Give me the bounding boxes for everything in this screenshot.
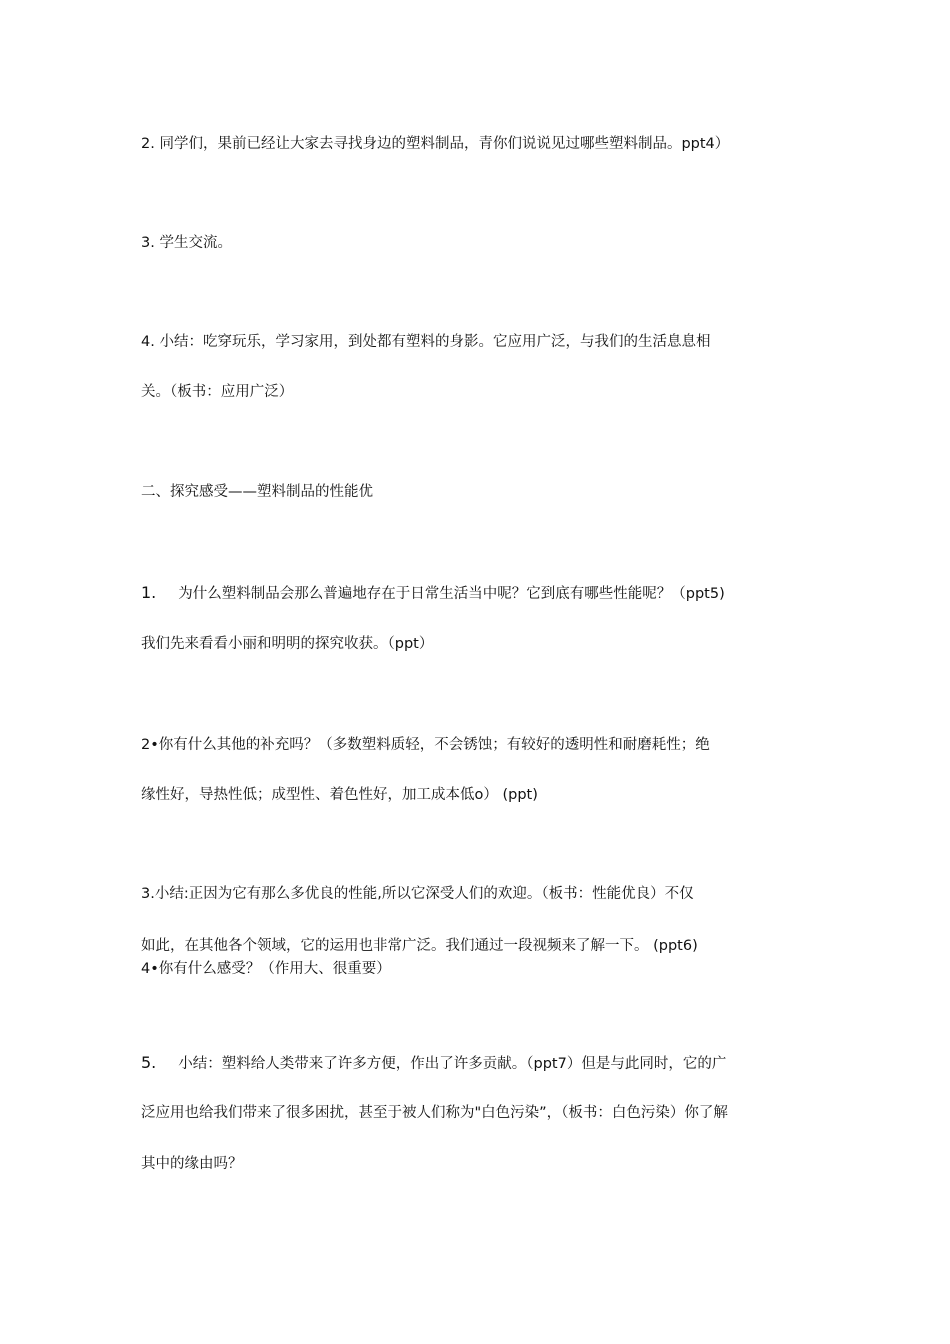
paragraph-item-1 — [141, 583, 725, 604]
item-number: 5. — [141, 1053, 157, 1072]
paragraph-item-2b-cont: 缘性好，导热性低；成型性、着色性好，加工成本低o） (ppt) — [141, 787, 538, 803]
paragraph-item-3b: 3.小结:正因为它有那么多优良的性能,所以它深受人们的欢迎。（板书：性能优良）不仅 — [141, 886, 694, 902]
item-text: 小结：塑料给人类带来了许多方便，作出了许多贡献。（ppt7）但是与此同时，它的广 — [178, 1056, 727, 1072]
paragraph-item-4b: 4•你有什么感受？（作用大、很重要） — [141, 961, 391, 977]
paragraph-item-4: 4. 小结：吃穿玩乐，学习家用，到处都有塑料的身影。它应用广泛，与我们的生活息息相 — [141, 334, 711, 350]
paragraph-item-3b-cont: 如此，在其他各个领域，它的运用也非常广泛。我们通过一段视频来了解一下。 (ppt6) — [141, 938, 698, 954]
paragraph-item-1-cont: 我们先来看看小丽和明明的探究收获。（ppt） — [141, 636, 434, 652]
paragraph-item-3: 3. 学生交流。 — [141, 235, 232, 251]
paragraph-item-2: 2. 同学们，果前已经让大家去寻找身边的塑料制品，青你们说说见过哪些塑料制品。ppt4） — [141, 136, 730, 152]
paragraph-item-5 — [141, 1053, 726, 1074]
item-number: 1. — [141, 583, 157, 602]
paragraph-item-5-cont: 泛应用也给我们带来了很多困扰，甚至于被人们称为"白色污染”，（板书：白色污染）你了解 — [141, 1105, 728, 1121]
paragraph-item-2b: 2•你有什么其他的补充吗？（多数塑料质轻，不会锈蚀；有较好的透明性和耐磨耗性；绝 — [141, 737, 710, 753]
section-heading: 二、探究感受——塑料制品的性能优 — [141, 484, 373, 500]
paragraph-item-4-cont: 关。（板书：应用广泛） — [141, 384, 294, 400]
item-text: 为什么塑料制品会那么普遍地存在于日常生活当中呢？它到底有哪些性能呢？（ppt5) — [178, 586, 725, 602]
paragraph-item-5-cont2: 其中的缘由吗？ — [141, 1156, 243, 1172]
